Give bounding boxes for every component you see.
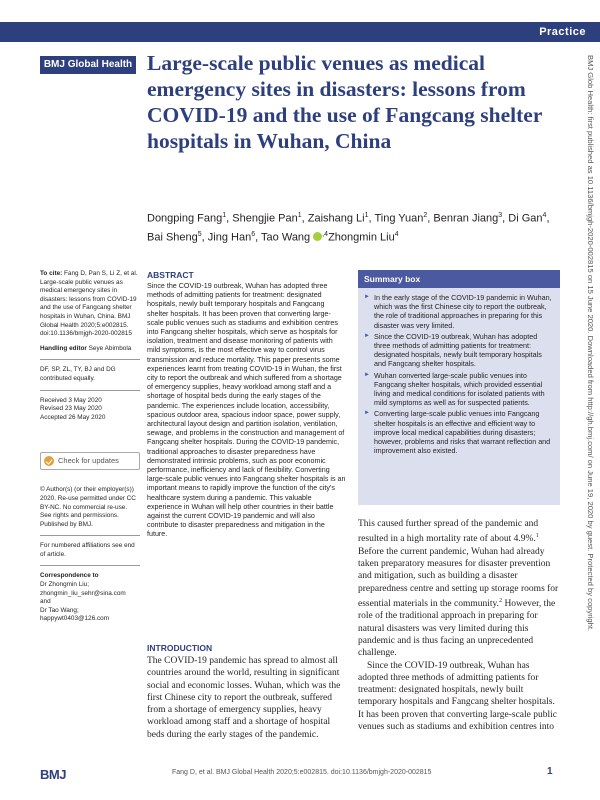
check-for-updates-button[interactable] xyxy=(40,452,140,470)
cite-label: To cite: xyxy=(40,270,63,277)
revised-date: Revised 23 May 2020 xyxy=(40,405,102,413)
summary-item: ► Converting large-scale public venues into Fangcang shelter hospitals is an effective and efficient way to improve local medical capabilities during disasters; however, problems and risks that warrant reflection and improvement also existed. xyxy=(364,409,554,455)
author-affiliation: 3 xyxy=(498,212,503,219)
ref-1[interactable]: 1 xyxy=(535,533,539,540)
editor-name: Seye Abimbola xyxy=(88,344,132,352)
body-paragraph-2: Since the COVID-19 outbreak, Wuhan has adopted three methods of admitting patients for treatment: designated hospitals, newly built temporary hospitals and Fangcang shelter hospitals. It has been proven that converting large-scale public venues such as stadiums and exhibition centres into xyxy=(358,660,557,733)
author-name: Ting Yuan xyxy=(374,212,424,225)
page-number: 1 xyxy=(547,766,553,777)
bmj-logo: BMJ xyxy=(40,767,66,782)
summary-box xyxy=(358,270,560,505)
correspondence-email-1[interactable]: Dr Zhongmin Liu; zhongmin_liu_sehr@sina.com xyxy=(40,581,126,597)
check-badge-icon xyxy=(44,456,54,466)
orcid-icon[interactable] xyxy=(313,232,322,241)
abstract-body: Since the COVID-19 outbreak, Wuhan has adopted three methods of admitting patients for treatment: designated hospitals, newly built temporary hospitals and Fangcang shelter hospitals. It has been proven that converting large-scale public venues such as stadiums and exhibition centres into Fangcang shelter hospitals, which serve as hospitals for isolation, treatment and disease monitoring of patients with mild symptoms, is the most effective way to control virus transmission and reduce mortality. This paper presents some experiences learnt from treating COVID-19 in Wuhan, the first city to report the outbreak and which suffered from a shortage of emergency supplies, heavy workload among staff and a shortage of hospital beds during the early stages of the pandemic. The experiences include location, accessibility, spacious outdoor area, spacious indoor space, power supply, architectural layout design and partition isolation, ventilation, sewage, and problems in the construction and management of Fangcang shelter hospitals. During the COVID-19 pandemic, traditional approaches to disaster preparedness have demonstrated intrinsic problems, such as poor economic performance, inefficiency and lack of flexibility. Converting large-scale public venues into Fangcang shelter hospitals is an important means to rapidly improve the function of the city's healthcare system during a pandemic. This valuable experience in Wuhan will help other countries in their battle against the current COVID-19 pandemic and will also contribute to disaster preparedness and mitigation in the future. xyxy=(147,282,346,539)
handling-editor xyxy=(40,345,140,354)
ref-2[interactable]: 2 xyxy=(499,597,503,604)
divider xyxy=(40,535,140,536)
summary-item: ► Wuhan converted large-scale public venues into Fangcang shelter hospitals, which provided essential living and medical conditions for isolated patients with mild symptoms as well as for suspected patients. xyxy=(364,371,554,408)
author-affiliation: 1 xyxy=(297,212,302,219)
body-text-right xyxy=(358,518,560,733)
author-name: Zhongmin Liu xyxy=(328,231,395,244)
author-affiliation: 1 xyxy=(364,212,369,219)
author-name: Zaishang Li xyxy=(307,212,365,225)
author-affiliation: 2 xyxy=(423,212,428,219)
author-name: Bai Sheng xyxy=(147,231,198,244)
author-affiliation: 5 xyxy=(197,230,202,238)
section-bar xyxy=(0,22,600,42)
divider xyxy=(40,565,140,566)
footer-citation: Fang D, et al. BMJ Global Health 2020;5:e002815. doi:10.1136/bmjgh-2020-002815 xyxy=(172,769,432,776)
divider xyxy=(40,390,140,391)
author-name: Di Gan xyxy=(508,212,543,225)
summary-item: ► Since the COVID-19 outbreak, Wuhan has adopted three methods of admitting patients for treatment: designated hospitals, newly built temporary hospitals and Fangcang shelter hospitals. xyxy=(364,332,554,369)
received-date: Received 3 May 2020 xyxy=(40,396,102,404)
introduction-heading: INTRODUCTION xyxy=(147,643,213,653)
accepted-date: Accepted 26 May 2020 xyxy=(40,413,106,421)
correspondence-label: Correspondence to xyxy=(40,572,99,580)
abstract-heading: ABSTRACT xyxy=(147,270,194,280)
correspondence-email-2[interactable]: Dr Tao Wang; happywt0403@126.com xyxy=(40,606,110,623)
author-affiliation: 1 xyxy=(222,212,227,219)
editor-label: Handling editor xyxy=(40,344,87,352)
author-name: Dongping Fang xyxy=(147,212,223,225)
body-paragraph-1: This caused further spread of the pandemic and resulted in a high mortality rate of about 4.9%.$^1$ Before the current pandemic, Wuhan had already taken preparatory measures for disaster prevention and mitigation, such as building a disaster preparedness centre and setting up storage rooms for essential materials in the community.$^2$ However, the role of the traditional approach in preparing for natural disasters was very limited during this pandemic and is thus facing an unprecedented challenge. xyxy=(358,519,559,659)
author-affiliation: 4 xyxy=(394,230,399,238)
article-title: Large-scale public venues as medical emergency sites in disasters: lessons from COVID-19 and the use of Fangcang shelter hospitals in Wuhan, China xyxy=(147,51,542,153)
author-name: Tao Wang xyxy=(261,231,311,244)
summary-box-heading: Summary box xyxy=(358,270,560,288)
article-info-sidebar xyxy=(40,270,140,624)
author-affiliation: 4 xyxy=(542,212,547,219)
correspondence-and: and xyxy=(40,598,51,606)
author-list: Dongping Fang$^1$, Shengjie Pan$^1$, Zaishang Li$^1$, Ting Yuan$^2$, Benran Jiang$^3$, Di Gan$^4$, Bai Sheng$^5$, Jing Han$^6$, Tao Wang $^{,4}$Zhongmin Liu$^4$ xyxy=(147,212,550,244)
cite-text: Fang D, Pan S, Li Z, et al. Large-scale public venues as medical emergency sites in disasters: lessons from COVID-19 and the use of Fangcang shelter hospitals in Wuhan, China. BMJ Global Health 2020;5:e002815. doi:10.1136/bmjgh-2020-002815 xyxy=(40,270,138,338)
author-affiliation: ,4 xyxy=(322,230,329,238)
equality-note: DF, SP, ZL, TY, BJ and DG contributed equally. xyxy=(40,366,116,382)
section-label: Practice xyxy=(539,26,586,38)
author-name: Shengjie Pan xyxy=(232,212,298,225)
introduction-text: The COVID-19 pandemic has spread to almost all countries around the world, resulting in significant social and economic losses. Wuhan, which was the first Chinese city to report the outbreak, suffered from a shortage of emergency supplies, heavy workload among staff and a shortage of hospital beds during the early stages of the pandemic. xyxy=(147,656,341,740)
summary-list xyxy=(358,288,560,455)
journal-badge: BMJ Global Health xyxy=(40,56,136,74)
vertical-copyright-notice: BMJ Glob Health: first published as 10.1136/bmjgh-2020-002815 on 15 June 2020. Downloaded from http://gh.bmj.com/ on June 19, 2020 by guest. Protected by copyright. xyxy=(586,55,595,632)
author-affiliation: 6 xyxy=(251,230,256,238)
affiliations-note: For numbered affiliations see end of article. xyxy=(40,542,135,558)
abstract-section xyxy=(147,270,347,540)
author-name: Benran Jiang xyxy=(433,212,499,225)
check-updates-label: Check for updates xyxy=(58,456,119,466)
divider xyxy=(40,359,140,360)
copyright-note: © Author(s) (or their employer(s)) 2020. Re-use permitted under CC BY-NC. No commercial re-use. See rights and permissions. Published by BMJ. xyxy=(40,486,136,528)
citation-block xyxy=(40,270,140,339)
author-name: Jing Han xyxy=(207,231,252,244)
summary-item: ► In the early stage of the COVID-19 pandemic in Wuhan, which was the first Chinese city to report the outbreak, the role of traditional approaches in preparing for this disaster was very limited. xyxy=(364,293,554,330)
